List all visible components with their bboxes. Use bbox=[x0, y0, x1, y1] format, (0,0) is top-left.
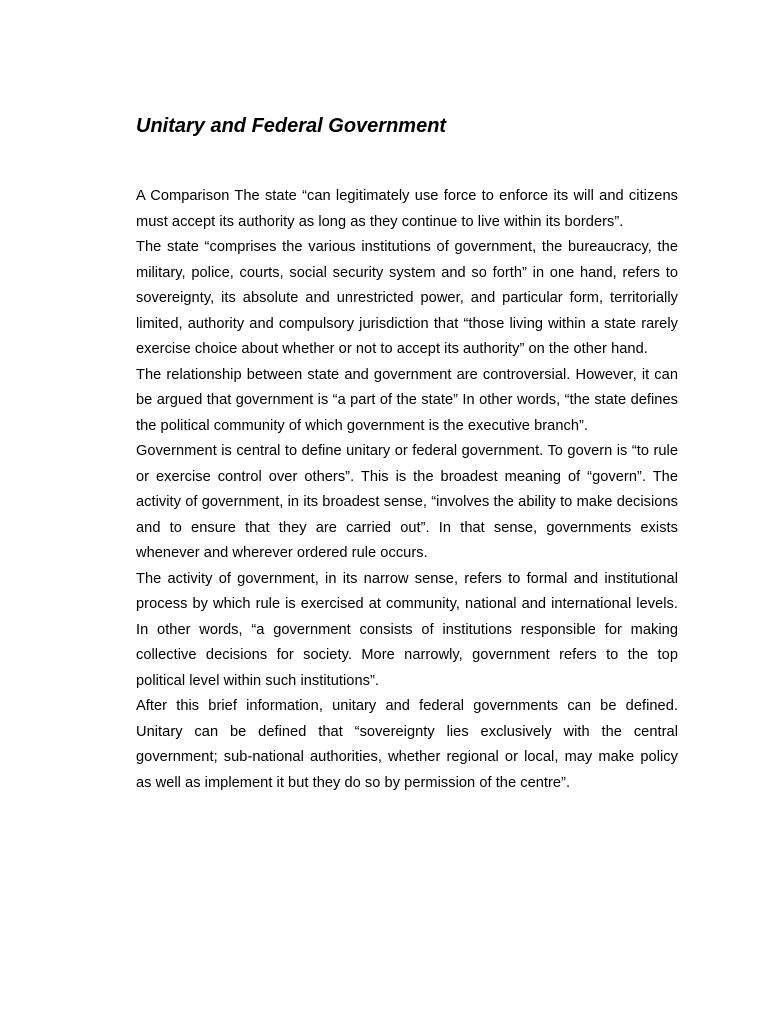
paragraph: The state “comprises the various institutions of government, the bureaucracy, the military, police, courts, social security system and so forth” in one hand, refers to sovereignty, its absolute and unrestricted power, and particular form, territorially limited, authority and compulsory jurisdiction that “those living within a state rarely exercise choice about whether or not to accept its authority” on the other hand. bbox=[136, 239, 678, 357]
paragraph: The relationship between state and government are controversial. However, it can be argued that government is “a part of the state” In other words, “the state defines the political community of which government is the executive branch”. bbox=[136, 366, 678, 434]
paragraph: The activity of government, in its narrow sense, refers to formal and institutional process by which rule is exercised at community, national and international levels. In other words, “a government consists of institutions responsible for making collective decisions for society. More narrowly, government refers to the top political level within such institutions”. bbox=[136, 570, 678, 689]
paragraph: A Comparison The state “can legitimately use force to enforce its will and citizens must accept its authority as long as they continue to live within its borders”. bbox=[136, 188, 678, 230]
paragraph: After this brief information, unitary and federal governments can be defined. Unitary can be defined that “sovereignty lies exclusively with the central government; sub-national authorities, whether regional or local, may make policy as well as implement it but they do so by permission of the centre”. bbox=[136, 698, 678, 791]
paragraph: Government is central to define unitary or federal government. To govern is “to rule or exercise control over others”. This is the broadest meaning of “govern”. The activity of government, in its broadest sense, “involves the ability to make decisions and to ensure that they are carried out”. In that sense, governments exists whenever and wherever ordered rule occurs. bbox=[136, 443, 678, 561]
document-body bbox=[136, 184, 678, 796]
document-title: Unitary and Federal Government bbox=[136, 115, 447, 137]
